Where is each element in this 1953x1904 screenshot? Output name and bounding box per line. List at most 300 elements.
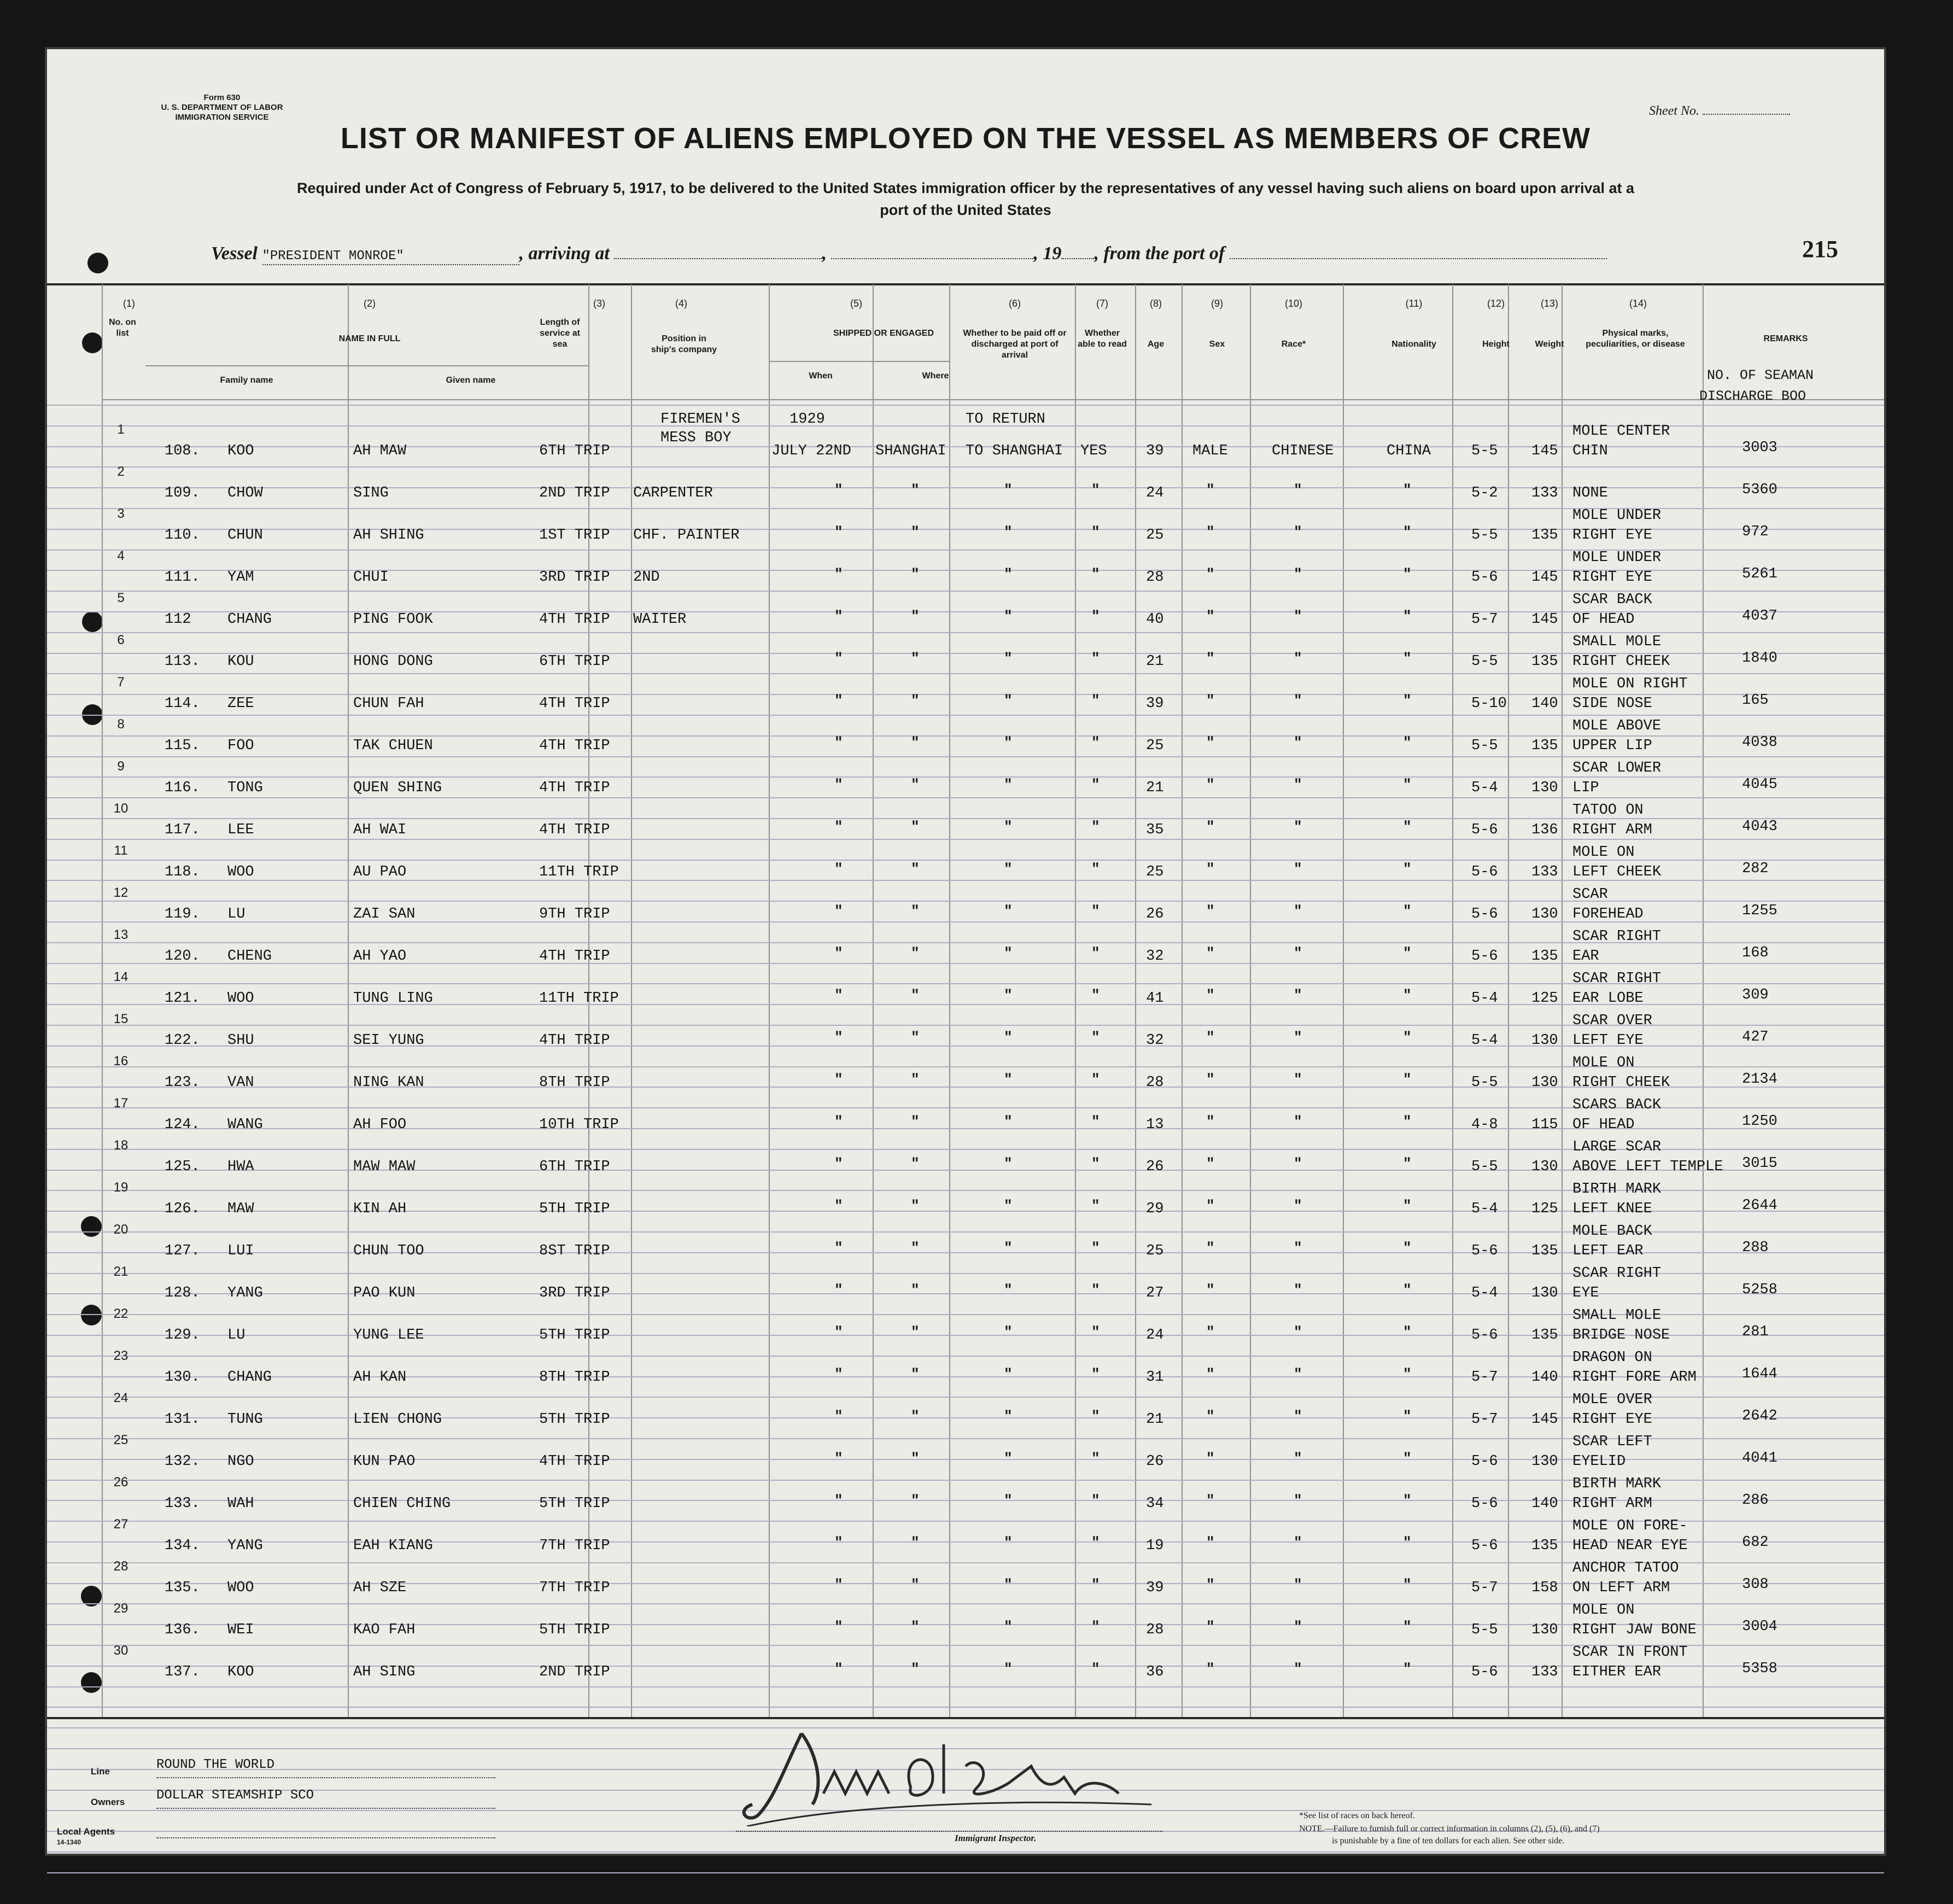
ditto-mark: ": [834, 1576, 843, 1593]
physical-marks: MOLE ON RIGHT: [1572, 676, 1688, 692]
given-name: NING KAN: [353, 1074, 424, 1091]
family-name: MAW: [227, 1201, 254, 1217]
ditto-mark: ": [1403, 524, 1412, 540]
column-divider: [348, 284, 349, 1717]
vessel-name: "PRESIDENT MONROE": [262, 249, 404, 264]
weight: 125: [1531, 990, 1558, 1007]
remarks: 3003: [1742, 440, 1777, 456]
ditto-mark: ": [1403, 1071, 1412, 1088]
ditto-mark: ": [834, 945, 843, 961]
ditto-mark: ": [1206, 1324, 1215, 1340]
position: CARPENTER: [633, 485, 713, 501]
crew-id: 110.: [165, 527, 200, 544]
physical-marks: SCAR BACK: [1572, 592, 1652, 608]
ditto-mark: ": [911, 1534, 920, 1551]
ditto-mark: ": [1091, 1324, 1100, 1340]
ditto-mark: ": [1403, 1282, 1412, 1298]
service-length: 8TH TRIP: [539, 1369, 610, 1386]
ditto-mark: ": [1403, 1619, 1412, 1635]
row-number: 19: [113, 1180, 128, 1195]
row-line: [47, 901, 1884, 902]
ditto-mark: ": [1004, 903, 1013, 919]
physical-marks: LEFT EAR: [1572, 1243, 1644, 1259]
row-number: 1: [117, 422, 125, 437]
line-value: ROUND THE WORLD: [156, 1757, 275, 1772]
hdr-weight: Weight: [1535, 340, 1564, 349]
service-length: 4TH TRIP: [539, 611, 610, 628]
weight: 135: [1531, 1538, 1558, 1554]
weight: 130: [1531, 906, 1558, 922]
ditto-mark: ": [1403, 692, 1412, 709]
weight: 140: [1531, 1369, 1558, 1386]
ditto-mark: ": [1091, 1282, 1100, 1298]
row-number: 29: [113, 1601, 128, 1616]
remarks: 4037: [1742, 608, 1777, 624]
ditto-mark: ": [911, 987, 920, 1003]
crew-id: 114.: [165, 696, 200, 712]
ditto-mark: ": [834, 1113, 843, 1130]
row-number: 27: [113, 1517, 128, 1532]
given-name: AU PAO: [353, 864, 407, 880]
shipped-when: JULY 22ND: [771, 443, 851, 459]
crew-id: 118.: [165, 864, 200, 880]
hdr-able-read: Whether able to read: [1078, 329, 1127, 349]
ditto-mark: ": [1206, 608, 1215, 624]
age: 26: [1146, 1159, 1164, 1175]
ditto-mark: ": [834, 1282, 843, 1298]
ditto-mark: ": [1206, 945, 1215, 961]
family-name: TONG: [227, 780, 263, 796]
given-name: AH SZE: [353, 1580, 407, 1596]
ditto-mark: ": [1091, 650, 1100, 667]
given-name: CHUN FAH: [353, 696, 424, 712]
physical-marks: SCAR LEFT: [1572, 1434, 1652, 1450]
weight: 133: [1531, 1664, 1558, 1680]
weight: 145: [1531, 569, 1558, 586]
ditto-mark: ": [1403, 1198, 1412, 1214]
position: 2ND: [633, 569, 660, 586]
row-line: [47, 797, 1884, 798]
age: 24: [1146, 1327, 1164, 1344]
remarks: 308: [1742, 1576, 1769, 1593]
crew-id: 119.: [165, 906, 200, 922]
ditto-mark: ": [911, 1619, 920, 1635]
crew-id: 124.: [165, 1117, 200, 1133]
ditto-mark: ": [1294, 692, 1302, 709]
given-name: CHUN TOO: [353, 1243, 424, 1259]
ditto-mark: ": [911, 692, 920, 709]
weight: 125: [1531, 1201, 1558, 1217]
given-name: HONG DONG: [353, 653, 433, 670]
ditto-mark: ": [911, 1155, 920, 1172]
hdr-position: Position in ship's company: [651, 334, 717, 354]
remarks: 286: [1742, 1492, 1769, 1509]
remarks: 2644: [1742, 1198, 1777, 1214]
age: 25: [1146, 864, 1164, 880]
ditto-mark: ": [1091, 566, 1100, 582]
hdr-given-name: Given name: [446, 376, 496, 385]
family-name: ZEE: [227, 696, 254, 712]
ditto-mark: ": [1091, 608, 1100, 624]
service-length: 4TH TRIP: [539, 822, 610, 838]
note-text-1: NOTE.—Failure to furnish full or correct information in columns (2), (5), (6), and (7): [1299, 1824, 1600, 1833]
ditto-mark: ": [911, 1576, 920, 1593]
physical-marks: SCAR LOWER: [1572, 760, 1662, 776]
ditto-mark: ": [1004, 1282, 1013, 1298]
physical-marks: EYE: [1572, 1285, 1599, 1301]
crew-id: 126.: [165, 1201, 200, 1217]
crew-id: 125.: [165, 1159, 200, 1175]
ditto-mark: ": [1403, 861, 1412, 877]
weight: 133: [1531, 485, 1558, 501]
ditto-mark: ": [1403, 1240, 1412, 1256]
remarks: 168: [1742, 945, 1769, 961]
ditto-mark: ": [834, 1240, 843, 1256]
physical-marks: LEFT CHEEK: [1572, 864, 1662, 880]
crew-id: 131.: [165, 1411, 200, 1428]
ditto-mark: ": [834, 819, 843, 835]
remarks: 309: [1742, 987, 1769, 1003]
position-typed-2: MESS BOY: [660, 430, 732, 446]
ditto-mark: ": [1004, 1450, 1013, 1467]
physical-marks: SMALL MOLE: [1572, 634, 1662, 650]
height: 5-6: [1471, 569, 1498, 586]
family-name: LUI: [227, 1243, 254, 1259]
physical-marks: EITHER EAR: [1572, 1664, 1662, 1680]
service-length: 4TH TRIP: [539, 780, 610, 796]
height: 4-8: [1471, 1117, 1498, 1133]
nationality: CHINA: [1387, 443, 1431, 459]
weight: 135: [1531, 738, 1558, 754]
family-name: KOO: [227, 1664, 254, 1680]
ditto-mark: ": [1294, 1366, 1302, 1382]
row-line: [47, 405, 1884, 406]
col-num-6: (6): [1009, 298, 1021, 309]
agents-form-number: 14-1340: [57, 1838, 81, 1846]
row-line: [47, 715, 1884, 716]
crew-id: 115.: [165, 738, 200, 754]
ditto-mark: ": [1403, 734, 1412, 751]
physical-marks: MOLE UNDER: [1572, 550, 1662, 566]
ditto-mark: ": [911, 1113, 920, 1130]
weight: 140: [1531, 1496, 1558, 1512]
physical-marks: ON LEFT ARM: [1572, 1580, 1670, 1596]
crew-id: 137.: [165, 1664, 200, 1680]
physical-marks: MOLE ON: [1572, 844, 1635, 861]
physical-marks: ANCHOR TATOO: [1572, 1560, 1679, 1576]
crew-id: 128.: [165, 1285, 200, 1301]
physical-marks: SCAR RIGHT: [1572, 928, 1662, 945]
ditto-mark: ": [1206, 482, 1215, 498]
ditto-mark: ": [1004, 1408, 1013, 1424]
column-divider: [1703, 284, 1704, 1717]
family-name: WANG: [227, 1117, 263, 1133]
given-name: KUN PAO: [353, 1453, 416, 1470]
ditto-mark: ": [1091, 1240, 1100, 1256]
ditto-mark: ": [1004, 566, 1013, 582]
row-line: [47, 1686, 1884, 1687]
position: WAITER: [633, 611, 687, 628]
weight: 140: [1531, 696, 1558, 712]
weight: 133: [1531, 864, 1558, 880]
ditto-mark: ": [911, 1240, 920, 1256]
family-name: WOO: [227, 1580, 254, 1596]
hdr-when: When: [809, 371, 833, 381]
crew-id: 127.: [165, 1243, 200, 1259]
age: 27: [1146, 1285, 1164, 1301]
physical-marks: RIGHT FORE ARM: [1572, 1369, 1697, 1386]
given-name: TAK CHUEN: [353, 738, 433, 754]
physical-marks: SCAR RIGHT: [1572, 971, 1662, 987]
crew-id: 129.: [165, 1327, 200, 1344]
physical-marks: MOLE UNDER: [1572, 507, 1662, 524]
column-divider: [1182, 284, 1183, 1717]
vessel-label: Vessel: [211, 243, 258, 264]
service-length: 5TH TRIP: [539, 1496, 610, 1512]
physical-marks: ABOVE LEFT TEMPLE: [1572, 1159, 1723, 1175]
physical-marks: MOLE ON: [1572, 1055, 1635, 1071]
ditto-mark: ": [911, 1071, 920, 1088]
ditto-mark: ": [1091, 524, 1100, 540]
service-length: 3RD TRIP: [539, 1285, 610, 1301]
col-num-13: (13): [1540, 298, 1558, 309]
service-length: 6TH TRIP: [539, 443, 610, 459]
crew-id: 112: [165, 611, 191, 628]
age: 28: [1146, 569, 1164, 586]
ditto-mark: ": [1294, 1113, 1302, 1130]
age: 21: [1146, 653, 1164, 670]
service-length: 4TH TRIP: [539, 948, 610, 965]
service-length: 5TH TRIP: [539, 1327, 610, 1344]
height: 5-4: [1471, 1032, 1498, 1049]
ditto-mark: ": [1206, 1155, 1215, 1172]
family-name: CHENG: [227, 948, 272, 965]
form-number: Form 630: [203, 93, 241, 102]
family-name: LU: [227, 906, 245, 922]
ditto-mark: ": [1206, 1240, 1215, 1256]
given-name: MAW MAW: [353, 1159, 416, 1175]
ditto-mark: ": [834, 903, 843, 919]
crew-id: 123.: [165, 1074, 200, 1091]
ditto-mark: ": [1206, 566, 1215, 582]
row-line: [47, 487, 1884, 488]
ditto-mark: ": [1206, 1661, 1215, 1677]
given-name: AH YAO: [353, 948, 407, 965]
remarks: 4038: [1742, 734, 1777, 751]
col-num-10: (10): [1284, 298, 1302, 309]
given-name: QUEN SHING: [353, 780, 442, 796]
family-name: CHANG: [227, 1369, 272, 1386]
physical-marks: MOLE OVER: [1572, 1392, 1652, 1408]
column-divider: [1562, 284, 1563, 1717]
hdr-family-name: Family name: [220, 376, 273, 385]
ditto-mark: ": [1206, 1619, 1215, 1635]
remarks: 2134: [1742, 1071, 1777, 1088]
col-num-11: (11): [1405, 298, 1423, 309]
physical-marks: SCAR OVER: [1572, 1013, 1652, 1029]
height: 5-6: [1471, 864, 1498, 880]
age: 39: [1146, 1580, 1164, 1596]
physical-marks: SCAR: [1572, 886, 1608, 903]
ditto-mark: ": [1206, 1029, 1215, 1046]
remarks: 3004: [1742, 1619, 1777, 1635]
ditto-mark: ": [1091, 819, 1100, 835]
given-name: CHUI: [353, 569, 389, 586]
ditto-mark: ": [1206, 1198, 1215, 1214]
physical-marks: RIGHT EYE: [1572, 569, 1652, 586]
row-line: [47, 694, 1884, 695]
ditto-mark: ": [911, 861, 920, 877]
column-divider: [631, 284, 632, 1717]
remarks: 282: [1742, 861, 1769, 877]
family-name: LEE: [227, 822, 254, 838]
ditto-mark: ": [834, 1366, 843, 1382]
ditto-mark: ": [1091, 1113, 1100, 1130]
ditto-mark: ": [911, 1492, 920, 1509]
family-name: TUNG: [227, 1411, 263, 1428]
remarks: 165: [1742, 692, 1769, 709]
sex: MALE: [1192, 443, 1228, 459]
height: 5-6: [1471, 1538, 1498, 1554]
row-number: 17: [113, 1096, 128, 1111]
height: 5-10: [1471, 696, 1507, 712]
ditto-mark: ": [1004, 1661, 1013, 1677]
row-number: 11: [114, 843, 128, 858]
ditto-mark: ": [1206, 1366, 1215, 1382]
physical-marks: BIRTH MARK: [1572, 1181, 1662, 1198]
ditto-mark: ": [1403, 1661, 1412, 1677]
ditto-mark: ": [1403, 650, 1412, 667]
family-name: WOO: [227, 864, 254, 880]
ditto-mark: ": [911, 819, 920, 835]
height: 5-6: [1471, 948, 1498, 965]
ditto-mark: ": [834, 1492, 843, 1509]
physical-marks: MOLE BACK: [1572, 1223, 1652, 1240]
row-line: [47, 673, 1884, 674]
age: 35: [1146, 822, 1164, 838]
height: 5-5: [1471, 738, 1498, 754]
row-number: 24: [113, 1391, 128, 1405]
ditto-mark: ": [1004, 1198, 1013, 1214]
row-number: 10: [113, 801, 128, 816]
sheet-number-field: [1649, 104, 1790, 119]
service-length: 7TH TRIP: [539, 1538, 610, 1554]
remarks: 972: [1742, 524, 1769, 540]
service-name: IMMIGRATION SERVICE: [175, 113, 269, 122]
family-name: WEI: [227, 1622, 254, 1638]
ditto-mark: ": [1294, 1240, 1302, 1256]
family-name: CHOW: [227, 485, 263, 501]
ditto-mark: ": [911, 650, 920, 667]
ditto-mark: ": [1091, 482, 1100, 498]
row-number: 12: [113, 885, 128, 900]
remarks: 5258: [1742, 1282, 1777, 1298]
ditto-mark: ": [1403, 1450, 1412, 1467]
weight: 145: [1531, 1411, 1558, 1428]
ditto-mark: ": [834, 1534, 843, 1551]
age: 26: [1146, 1453, 1164, 1470]
row-line: [47, 735, 1884, 737]
physical-marks: EAR: [1572, 948, 1599, 965]
col-num-7: (7): [1096, 298, 1108, 309]
col-num-1: (1): [123, 298, 135, 309]
inspector-label: Immigrant Inspector.: [955, 1833, 1037, 1843]
crew-id: 113.: [165, 653, 200, 670]
ditto-mark: ": [1004, 861, 1013, 877]
age: 32: [1146, 1032, 1164, 1049]
sheet-number-label: Sheet No.: [1649, 104, 1699, 118]
ditto-mark: ": [911, 734, 920, 751]
weight: 135: [1531, 653, 1558, 670]
age: 41: [1146, 990, 1164, 1007]
given-name: AH KAN: [353, 1369, 407, 1386]
ditto-mark: ": [1206, 1408, 1215, 1424]
ditto-mark: ": [1294, 1619, 1302, 1635]
ditto-mark: ": [1294, 1450, 1302, 1467]
row-line: [47, 632, 1884, 633]
row-line: [47, 756, 1884, 757]
service-length: 4TH TRIP: [539, 1032, 610, 1049]
service-length: 5TH TRIP: [539, 1201, 610, 1217]
row-number: 25: [113, 1433, 128, 1447]
vessel-line: Vessel "PRESIDENT MONROE" , arriving at , , 19 , from the port of: [211, 243, 1607, 265]
family-name: LU: [227, 1327, 245, 1344]
ditto-mark: ": [1091, 987, 1100, 1003]
owners-label: Owners: [91, 1797, 125, 1807]
crew-id: 136.: [165, 1622, 200, 1638]
physical-marks: RIGHT ARM: [1572, 1496, 1652, 1512]
ditto-mark: ": [1294, 566, 1302, 582]
ditto-mark: ": [911, 482, 920, 498]
column-divider: [769, 284, 770, 1717]
remarks: 288: [1742, 1240, 1769, 1256]
col-num-3: (3): [593, 298, 605, 309]
note-races: *See list of races on back hereof.: [1299, 1811, 1415, 1820]
ditto-mark: ": [1294, 1324, 1302, 1340]
ditto-mark: ": [834, 861, 843, 877]
ditto-mark: ": [1004, 1155, 1013, 1172]
form-header: [91, 93, 353, 122]
ditto-mark: ": [1294, 1492, 1302, 1509]
page-number: 215: [1802, 236, 1838, 262]
crew-id: 135.: [165, 1580, 200, 1596]
height: 5-6: [1471, 1496, 1498, 1512]
row-number: 26: [113, 1475, 128, 1490]
punch-hole: [81, 1216, 102, 1237]
ditto-mark: ": [911, 776, 920, 793]
age: 36: [1146, 1664, 1164, 1680]
service-length: 7TH TRIP: [539, 1580, 610, 1596]
ditto-mark: ": [1004, 819, 1013, 835]
ditto-mark: ": [1004, 1619, 1013, 1635]
family-name: YANG: [227, 1538, 263, 1554]
physical-marks: SCAR RIGHT: [1572, 1265, 1662, 1282]
ditto-mark: ": [1206, 1534, 1215, 1551]
service-length: 11TH TRIP: [539, 864, 619, 880]
ditto-mark: ": [1206, 734, 1215, 751]
ditto-mark: ": [1091, 1366, 1100, 1382]
ditto-mark: ": [1403, 819, 1412, 835]
subtitle-line-2: port of the United States: [880, 202, 1051, 218]
remarks: 1250: [1742, 1113, 1777, 1130]
ditto-mark: ": [1206, 1071, 1215, 1088]
remarks: 1644: [1742, 1366, 1777, 1382]
ditto-mark: ": [1294, 608, 1302, 624]
column-divider: [102, 284, 103, 1717]
row-number: 22: [113, 1306, 128, 1321]
given-name: PAO KUN: [353, 1285, 416, 1301]
family-name: KOU: [227, 653, 254, 670]
